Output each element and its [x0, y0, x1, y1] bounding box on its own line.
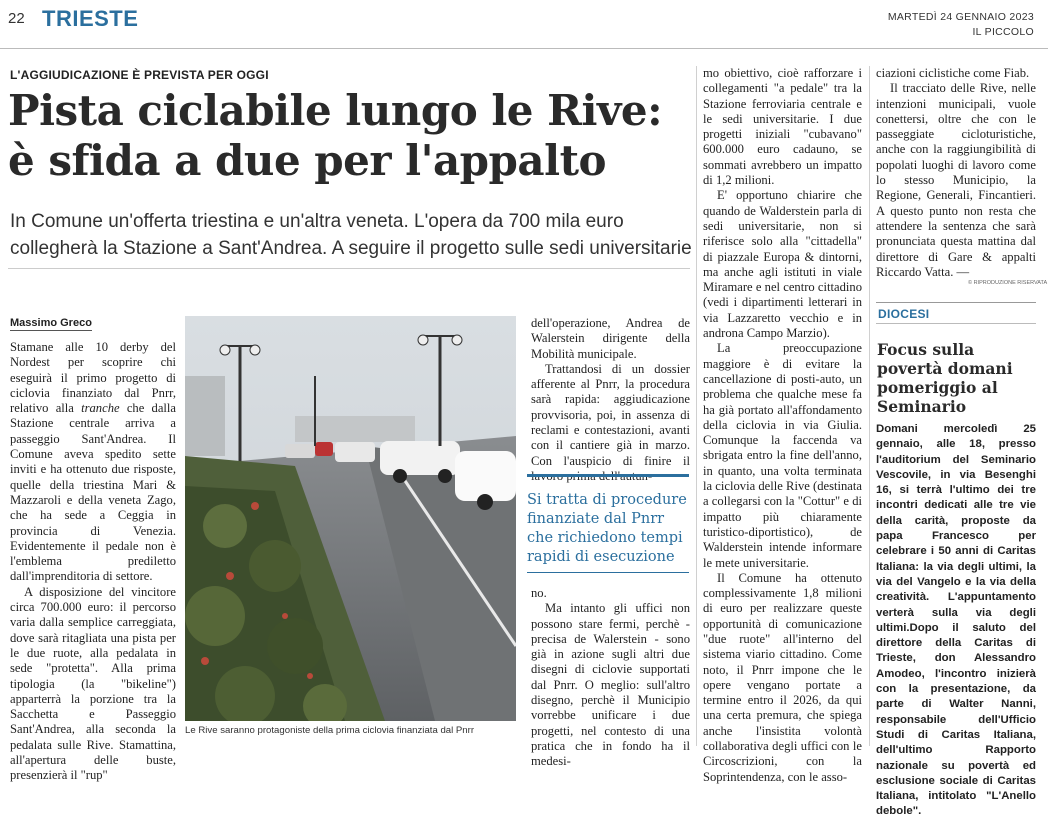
article-subtitle: [10, 208, 700, 262]
article-column-5: [876, 66, 1036, 280]
article-column-3-bottom: [531, 586, 690, 770]
sidebar-section-label: DIOCESI: [878, 307, 930, 321]
copyright-notice: © RIPRODUZIONE RISERVATA: [968, 280, 1048, 286]
paragraph: La preoccupazione maggiore è di evitare la cancellazione di posti-auto, un problema che qualche mese fa ha già portato all'affondamento della ciclovia in via Giulia. Comunque la faccenda va sbrigata entro la fine dell'anno, in quanto, una volta terminata la ciclovia delle Rive (destinata a collegarsi con la "Cottur" e di impatto più chiaramente turistico-diportistico), de Walderstein intende informare le mete universitarie.: [703, 341, 862, 570]
page-number: 22: [8, 10, 25, 27]
sidebar-divider: [876, 323, 1036, 324]
publication-date: MARTEDÌ 24 GENNAIO 2023: [887, 11, 1034, 23]
header-divider: [0, 48, 1048, 49]
text-run-italic: tranche: [81, 401, 120, 416]
article-kicker: L'AGGIUDICAZIONE È PREVISTA PER OGGI: [10, 68, 269, 82]
paragraph: E' opportuno chiarire che quando de Walderstein parla di sedi universitarie, non si riferisce solo alla "cittadella" di piazzale Europa & dintorni, ma anche agli istituti in viale Miramare e nel centro cittadino (vedi i dipartimenti letterari in via Lazzaretto vecchio e in androna Campo Marzio).: [703, 188, 862, 341]
paragraph: Il tracciato delle Rive, nelle intenzioni municipali, vuole conettersi, oltre che con le passeggiate cicloturistiche, anche con la raggiungibilità di popolati luoghi di lavoro come lo stesso Municipio, la Regione, Generali, Fincantieri. A questo punto non resta che attendere la sentenza che sarà pronunciata questa mattina dal direttore di Gare & appalti Riccardo Vatta. —: [876, 81, 1036, 279]
paragraph: dell'operazione, Andrea de Walerstein dirigente della Mobilità municipale.: [531, 316, 690, 361]
text-run: che dalla Stazione centrale arriva a passeggio Sant'Andrea. Il Comune aveva spedito sette inviti e ha ottenuto due risposte, quelle della triestina Mari & Mazzaroli e della veneta Zago, che ha sede a Ceggia in provincia di Venezia. Evidentemente il pedale non è l'emblema prediletto dall'imprenditoria di settore.: [10, 401, 176, 584]
section-title: TRIESTE: [42, 6, 139, 31]
paragraph: A disposizione del vincitore circa 700.000 euro: il percorso varia dalla semplice carreggiata, dove sarà ritagliata una pista per le due ruote, alla pedalata in sede "protetta". Alla prima tipologia (la "bikeline") apparterrà la porzione tra la Sacchetta e Passeggio Sant'Andrea, alla seconda la pedalata sulle Rive. Stamattina, all'apertura delle buste, presenzierà il "rup": [10, 584, 176, 783]
column-divider: [869, 66, 870, 746]
subtitle-line-1: In Comune un'offerta triestina e un'altra veneta. L'opera da 700 mila euro: [10, 211, 624, 232]
sidebar-body: [876, 422, 1036, 820]
column-divider: [696, 66, 697, 746]
article-column-3-top: [531, 316, 690, 484]
article-headline: [8, 86, 698, 186]
subtitle-line-2: collegherà la Stazione a Sant'Andrea. A seguire il progetto sulle sedi universitarie: [10, 238, 692, 259]
paragraph: Trattandosi di un dossier afferente al Pnrr, la procedura sarà rapida: aggiudicazione provvisoria, poi, in assenza di reclami e contestazioni, avanti con il cantiere già in marzo. Con l'auspicio di finire il lavoro prima dell'autun-: [531, 361, 690, 483]
article-column-4: [703, 66, 862, 785]
sidebar-top-rule: [876, 302, 1036, 303]
pull-quote-box: [527, 474, 689, 567]
paragraph: ciazioni ciclistiche come Fiab.: [876, 66, 1030, 80]
article-photo: [185, 316, 516, 721]
subtitle-divider: [8, 268, 690, 269]
paragraph: [10, 340, 176, 585]
headline-line-1: Pista ciclabile lungo le Rive:: [8, 86, 663, 135]
newspaper-name: IL PICCOLO: [972, 26, 1034, 38]
article-author: Massimo Greco: [10, 317, 92, 329]
paragraph: mo obiettivo, cioè rafforzare i collegamenti "a pedale" tra la Stazione ferroviaria centrale e le sedi universitarie. I due progetti iniziali "cubavano" 600.000 euro cadauno, se sommati avrebbero un impatto di 1,2 milioni.: [703, 66, 862, 188]
headline-line-2: è sfida a due per l'appalto: [8, 136, 606, 185]
pull-quote: Si tratta di procedure finanziate dal Pnrr che richiedono tempi rapidi di esecuzione: [527, 492, 687, 565]
masthead-info: [888, 10, 1034, 40]
rive-street-photo: [185, 316, 516, 721]
sidebar-headline: Focus sulla povertà domani pomeriggio al Seminario: [877, 340, 1013, 416]
text-run: Stamane alle 10 derby del Nordest per scoprire chi eseguirà il primo progetto di ciclovia finanziato dal Pnrr, relativo alla: [10, 340, 176, 416]
paragraph: Ma intanto gli uffici non possono stare fermi, perchè - precisa de Walerstein - sono già in azione sugli altri due disegni di ciclovie supportati dal Pnrr. O meglio: sull'altro disegno, perchè il Municipio vorrebbe unificare i due progetti, nel contesto di una pratica che in fondo ha il medesi-: [531, 601, 690, 769]
paragraph: no.: [531, 586, 547, 600]
paragraph: Domani mercoledì 25 gennaio, alle 18, presso l'auditorium del Seminario Vescovile, in via Besenghi 16, si terrà l'ultimo dei tre incontri dedicati alle tre vie della carità, proposte da papa Francesco per celebrare i 50 anni di Caritas Italiana: la via degli ultimi, la via del Vangelo e la via della creatività. L'appuntamento verterà sulla via degli ultimi.Dopo il saluto del direttore della Caritas di Trieste, don Alessandro Amodeo, l'incontro inizierà con la presentazione, da parte di Walter Nanni, responsabile dell'Ufficio Studi di Caritas Italiana, dell'ultimo Rapporto nazionale su povertà ed esclusione sociale di Caritas Italiana, intitolato "L'Anello debole".: [876, 423, 1036, 818]
photo-caption: Le Rive saranno protagoniste della prima ciclovia finanziata dal Pnrr: [185, 725, 475, 736]
paragraph: Il Comune ha ottenuto complessivamente 1,8 milioni di euro per realizzare queste opportunità di comunicazione "due ruote" all'interno del sistema viario cittadino. Come noto, il Pnrr impone che le opere vengano portate a termine entro il 2026, da qui una certa premura, che spiega anche l'insistita volontà collaborativa degli uffici con le Circoscrizioni, con la Soprintendenza, con le asso-: [703, 570, 862, 784]
article-column-1: [10, 340, 176, 784]
pull-quote-divider: [527, 572, 689, 573]
